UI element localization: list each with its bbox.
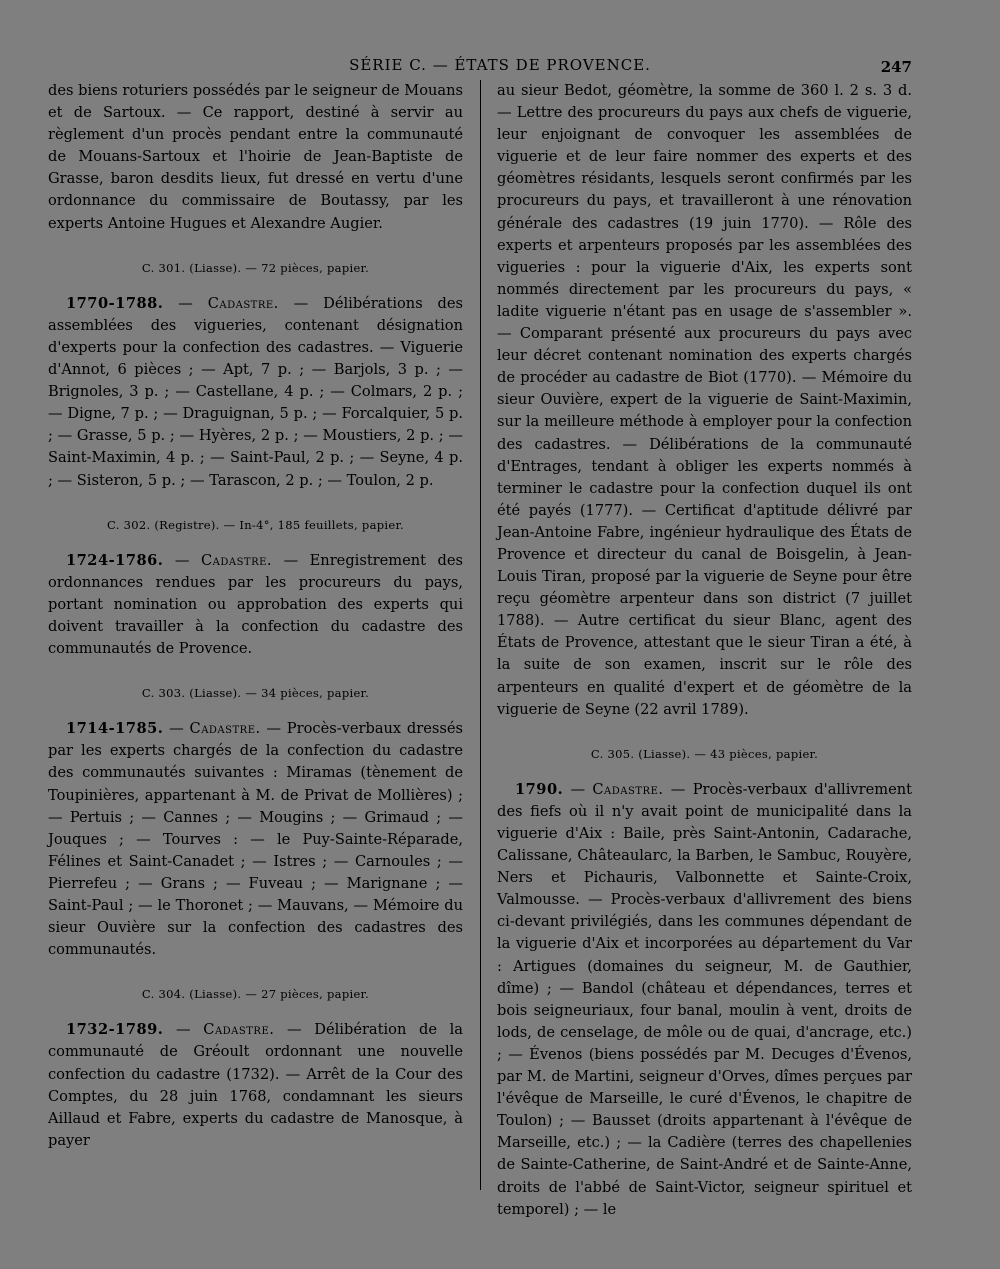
continued-paragraph: au sieur Bedot, géomètre, la somme de 360 l. 2 s. 3 d. — Lettre des procureurs du pays aux chefs de viguerie, leur enjoignant de convoquer les assemblées de viguerie et de leur faire nommer des experts et des géomètres résidants, lesquels seront confirmés par les procureurs du pays, et travailleront à une rénovation générale des cadastres (19 juin 1770). — Rôle des experts et arpenteurs proposés par les assemblées des vigueries : pour la viguerie d'Aix, les experts sont nommés directement par les procureurs du pays, « ladite viguerie n'étant pas en usage de s'assembler ». — Comparant présenté aux procureurs du pays avec leur décret contenant nomination des experts chargés de procéder au cadastre de Biot (1770). — Mémoire du sieur Ouvière, expert de la viguerie de Saint-Maximin, sur la meilleure méthode à employer pour la confection des cadastres. — Délibérations de la communauté d'Entrages, tendant à obliger les experts nommés à terminer le cadastre pour la confection duquel ils ont été payés (1777). — Certificat d'aptitude délivré par Jean-Antoine Fabre, ingénieur hydraulique des États de Provence et directeur du canal de Boisgelin, à Jean-Louis Tiran, proposé par la viguerie de Seyne pour être reçu géomètre arpenteur dans son district (7 juillet 1788). — Autre certificat du sieur Blanc, agent des États de Provence, attestant que le sieur Tiran a été, à la suite de son examen, inscrit sur le rôle des arpenteurs en qualité d'expert et de géomètre de la viguerie de Seyne (22 avril 1789). — [497, 82, 912, 718]
entry-date: 1732-1789. — [66, 1021, 164, 1039]
entry-date: 1724-1786. — [66, 551, 164, 569]
entry-text-c303: 1714-1785. — Cadastre. — Procès-verbaux dressés par les experts chargés de la confection du cadastre des communautés suivantes : Miramas (tènement de Toupinières, appartenant à M. de Privat de Mollières) ; — Pertuis ; — Cannes ; — Mougins ; — Grimaud ; — Jouques ; — Tourves : — le Puy-Sainte-Réparade, Félines et Saint-Canadet ; — Istres ; — Carnoules ; — Pierrefeu ; — Grans ; — Fuveau ; — Marignane ; — Saint-Paul ; — le Thoronet ; — Mauvans, — Mémoire du sieur Ouvière sur la confection des cadastres des communautés. — [48, 720, 463, 959]
running-title: SÉRIE C. — ÉTATS DE PROVENCE. — [349, 56, 651, 74]
column-divider — [480, 80, 481, 1190]
entry-c301 — [48, 257, 463, 492]
entry-date: 1770-1788. — [66, 294, 164, 312]
entry-body: — Enregistrement des ordonnances rendues par les procureurs du pays, portant nomination ou approbation des experts qui doivent travailler à la confection du cadastre des communautés de Provence. — [48, 551, 463, 658]
entry-subject: Cadastre. — [592, 780, 664, 798]
entry-c304 — [48, 983, 463, 1152]
entry-subject: Cadastre. — [200, 551, 273, 569]
entry-c305 — [497, 743, 912, 1221]
cote-c305: C. 305. (Liasse). — 43 pièces, papier. — [590, 746, 819, 761]
left-column — [48, 80, 463, 1152]
continued-paragraph: des biens roturiers possédés par le seigneur de Mouans et de Sartoux. — Ce rapport, destiné à servir au règlement d'un procès pendant entre la communauté de Mouans-Sartoux et l'hoirie de Jean-Baptiste de Grasse, baron desdits lieux, fut dressé en vertu d'une ordonnance du commissaire de Boutassy, par les experts Antoine Hugues et Alexandre Augier. — [48, 82, 463, 232]
entry-text-c305: 1790. — Cadastre. — Procès-verbaux d'allivrement des fiefs où il n'y avait point de municipalité dans la viguerie d'Aix : Baile, près Saint-Antonin, Cadarache, Calissane, Châteaularc, la Barben, le Sambuc, Rouyère, Ners et Pichauris, Valbonnette et Sainte-Croix, Valmousse. — Procès-verbaux d'allivrement des biens ci-devant privilégiés, dans les communes dépendant de la viguerie d'Aix et incorporées au département du Var : Artigues (domaines du seigneur, M. de Gauthier, dîme) ; — Bandol (château et dépendances, terres et bois seigneuriaux, four banal, moulin à vent, droits de lods, de censelage, de môle ou de quai, d'ancrage, etc.) ; — Évenos (biens possédés par M. Decuges d'Évenos, par M. de Martini, seigneur d'Orves, dîmes perçues par l'évêque de Marseille, le curé d'Évenos, le chapitre de Toulon) ; — Bausset (droits appartenant à l'évêque de Marseille, etc.) ; — la Cadière (terres des chapellenies de Sainte-Catherine, de Saint-André et de Sainte-Anne, droits de l'abbé de Saint-Victor, seigneur spirituel et temporel) ; — le — [497, 780, 912, 1218]
right-column — [497, 80, 912, 1221]
cote-c302: C. 302. (Registre). — In-4°, 185 feuillets, papier. — [107, 517, 404, 532]
entry-date: 1790. — [515, 780, 564, 798]
entry-subject: Cadastre. — [203, 1021, 275, 1039]
page-header — [0, 56, 1000, 78]
entry-body: — Procès-verbaux d'allivrement des fiefs où il n'y avait point de municipalité dans la viguerie d'Aix : Baile, près Saint-Antonin, Cadarache, Calissane, Châteaularc, la Barben, le Sambuc, Rouyère, Ners et Pichauris, Valbonnette et Sainte-Croix, Valmousse. — Procès-verbaux d'allivrement des biens ci-devant privilégiés, dans les communes dépendant de la viguerie d'Aix et incorporées au département du Var : Artigues (domaines du seigneur, M. de Gauthier, dîme) ; — Bandol (château et dépendances, terres et bois seigneuriaux, four banal, moulin à vent, droits de lods, de censelage, de môle ou de quai, d'ancrage, etc.) ; — Évenos (biens possédés par M. Decuges d'Évenos, par M. de Martini, seigneur d'Orves, dîmes perçues par l'évêque de Marseille, le curé d'Évenos, le chapitre de Toulon) ; — Bausset (droits appartenant à l'évêque de Marseille, etc.) ; — la Cadière (terres des chapellenies de Sainte-Catherine, de Saint-André et de Sainte-Anne, droits de l'abbé de Saint-Victor, seigneur spirituel et temporel) ; — le — [497, 780, 912, 1218]
entry-c302 — [48, 514, 463, 661]
entry-body: — Procès-verbaux dressés par les experts chargés de la confection du cadastre des communautés suivantes : Miramas (tènement de Toupinières, appartenant à M. de Privat de Mollières) ; — Pertuis ; — Cannes ; — Mougins ; — Grimaud ; — Jouques ; — Tourves : — le Puy-Sainte-Réparade, Félines et Saint-Canadet ; — Istres ; — Carnoules ; — Pierrefeu ; — Grans ; — Fuveau ; — Marignane ; — Saint-Paul ; — le Thoronet ; — Mauvans, — Mémoire du sieur Ouvière sur la confection des cadastres des communautés. — [48, 720, 463, 959]
entry-subject: Cadastre. — [207, 294, 279, 312]
cote-c301: C. 301. (Liasse). — 72 pièces, papier. — [141, 260, 370, 275]
page-number: 247 — [880, 58, 912, 76]
entry-body: — Délibération de la communauté de Gréoult ordonnant une nouvelle confection du cadastre (1732). — Arrêt de la Cour des Comptes, du 28 juin 1768, condamnant les sieurs Aillaud et Fabre, experts du cadastre de Manosque, à payer — [48, 1021, 463, 1149]
entry-c303 — [48, 682, 463, 961]
entry-text-c304: 1732-1789. — Cadastre. — Délibération de la communauté de Gréoult ordonnant une nouvelle confection du cadastre (1732). — Arrêt de la Cour des Comptes, du 28 juin 1768, condamnant les sieurs Aillaud et Fabre, experts du cadastre de Manosque, à payer — [48, 1021, 463, 1149]
entry-text-c301: 1770-1788. — Cadastre. — Délibérations des assemblées des vigueries, contenant désignation d'experts pour la confection des cadastres. — Viguerie d'Annot, 6 pièces ; — Apt, 7 p. ; — Barjols, 3 p. ; — Brignoles, 3 p. ; — Castellane, 4 p. ; — Colmars, 2 p. ; — Digne, 7 p. ; — Draguignan, 5 p. ; — Forcalquier, 5 p. ; — Grasse, 5 p. ; — Hyères, 2 p. ; — Moustiers, 2 p. ; — Saint-Maximin, 4 p. ; — Saint-Paul, 2 p. ; — Seyne, 4 p. ; — Sisteron, 5 p. ; — Tarascon, 2 p. ; — Toulon, 2 p. — [48, 294, 464, 489]
entry-text-c302: 1724-1786. — Cadastre. — Enregistrement des ordonnances rendues par les procureurs du pays, portant nomination ou approbation des experts qui doivent travailler à la confection du cadastre des communautés de Provence. — [48, 551, 463, 658]
cote-c304: C. 304. (Liasse). — 27 pièces, papier. — [141, 987, 370, 1002]
cote-c303: C. 303. (Liasse). — 34 pièces, papier. — [141, 686, 370, 701]
entry-body: — Délibérations des assemblées des vigueries, contenant désignation d'experts pour la confection des cadastres. — Viguerie d'Annot, 6 pièces ; — Apt, 7 p. ; — Barjols, 3 p. ; — Brignoles, 3 p. ; — Castellane, 4 p. ; — Colmars, 2 p. ; — Digne, 7 p. ; — Draguignan, 5 p. ; — Forcalquier, 5 p. ; — Grasse, 5 p. ; — Hyères, 2 p. ; — Moustiers, 2 p. ; — Saint-Maximin, 4 p. ; — Saint-Paul, 2 p. ; — Seyne, 4 p. ; — Sisteron, 5 p. ; — Tarascon, 2 p. ; — Toulon, 2 p. — [48, 294, 464, 489]
entry-subject: Cadastre. — [189, 720, 261, 738]
entry-date: 1714-1785. — [66, 720, 164, 738]
